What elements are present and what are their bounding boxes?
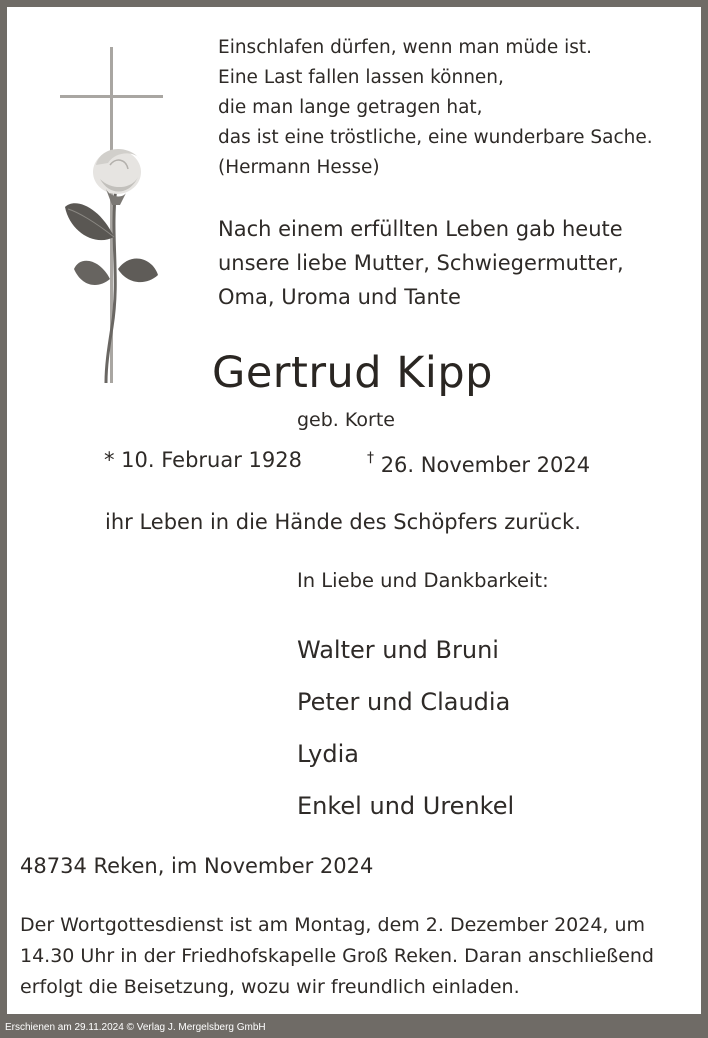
obituary-notice <box>7 7 701 1014</box>
place-and-date: 48734 Reken, im November 2024 <box>20 854 374 878</box>
publication-footer: Erschienen am 29.11.2024 © Verlag J. Mergelsberg GmbH <box>5 1022 266 1033</box>
death-date-line <box>367 445 590 480</box>
poem <box>218 33 653 183</box>
poem-line: das ist eine tröstliche, eine wunderbare Sache. <box>218 127 653 148</box>
birth-date: * 10. Februar 1928 <box>104 448 302 472</box>
dagger-symbol: † <box>367 450 374 466</box>
birth-name: geb. Korte <box>297 409 395 431</box>
poem-line: Einschlafen dürfen, wenn man müde ist. <box>218 37 592 58</box>
service-line: erfolgt die Beisetzung, wozu wir freundlich einladen. <box>20 976 520 998</box>
thanks-text: In Liebe und Dankbarkeit: <box>297 569 549 592</box>
outro-text: ihr Leben in die Hände des Schöpfers zurück. <box>105 510 581 534</box>
intro-line: Oma, Uroma und Tante <box>218 285 461 309</box>
service-line: 14.30 Uhr in der Friedhofskapelle Groß Reken. Daran anschließend <box>20 945 654 967</box>
mourner-item: Peter und Claudia <box>297 688 511 716</box>
poem-author: (Hermann Hesse) <box>218 157 380 178</box>
mourner-item: Walter und Bruni <box>297 636 499 664</box>
mourners-list <box>297 624 514 832</box>
death-date: 26. November 2024 <box>380 453 591 477</box>
service-info <box>20 910 654 1003</box>
intro-line: Nach einem erfüllten Leben gab heute <box>218 217 623 241</box>
intro-text <box>218 212 624 314</box>
service-line: Der Wortgottesdienst ist am Montag, dem 2. Dezember 2024, um <box>20 914 646 936</box>
mourner-item: Enkel und Urenkel <box>297 792 515 820</box>
mourner-item: Lydia <box>297 740 359 768</box>
intro-line: unsere liebe Mutter, Schwiegermutter, <box>218 251 624 275</box>
cross-with-rose-icon <box>60 47 170 387</box>
poem-line: die man lange getragen hat, <box>218 97 483 118</box>
deceased-name: Gertrud Kipp <box>212 348 493 398</box>
poem-line: Eine Last fallen lassen können, <box>218 67 504 88</box>
